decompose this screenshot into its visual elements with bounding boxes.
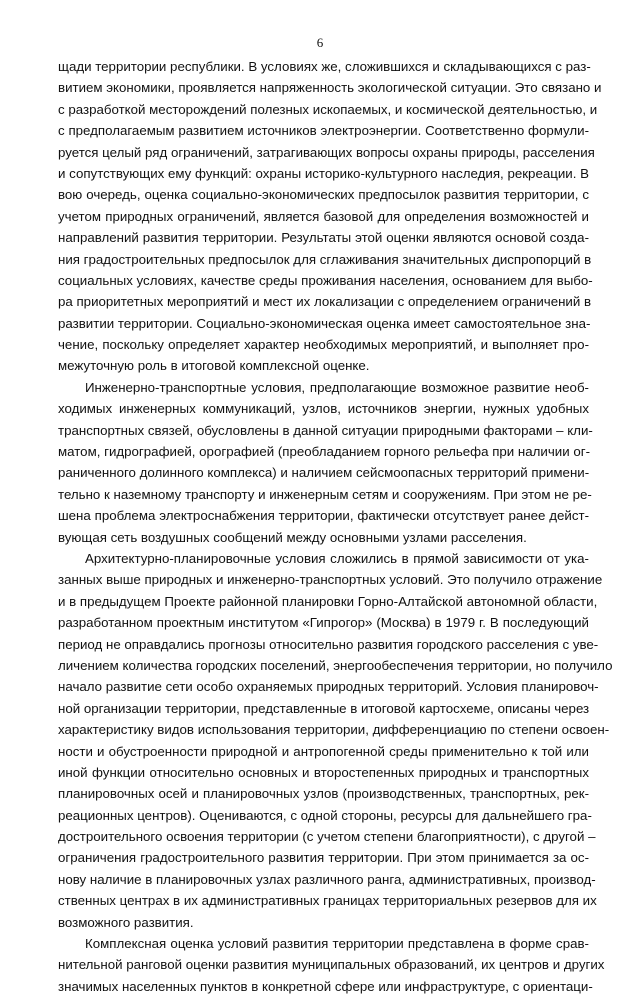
text-line: витием экономики, проявляется напряженность экологической ситуации. Это связано и bbox=[58, 80, 602, 96]
text-line: и сопутствующих ему функций: охраны историко-культурного наследия, рекреации. В bbox=[58, 165, 589, 181]
text-line: шена проблема электроснабжения территории, фактически отсутствует ранее дейст- bbox=[58, 508, 589, 524]
text-line: ной организации территории, представленные в итоговой картосхеме, описаны через bbox=[58, 700, 590, 716]
text-line: характеристику видов использования территории, дифференциацию по степени освоен- bbox=[58, 722, 610, 738]
text-line: чение, поскольку определяет характер необходимых мероприятий, и выполняет про- bbox=[58, 337, 589, 353]
text-line: занных выше природных и инженерно-транспортных условий. Это получило отражение bbox=[58, 572, 603, 588]
text-line: учетом природных ограничений, является базовой для определения возможностей и bbox=[58, 208, 589, 224]
text-line: нову наличие в планировочных узлах различного ранга, административных, производ- bbox=[58, 871, 596, 887]
text-line: личением количества городских поселений, энергообеспечения территории, но получило bbox=[58, 657, 613, 673]
body-text bbox=[58, 56, 613, 997]
text-line: и в предыдущем Проекте районной планировки Горно-Алтайской автономной области, bbox=[58, 593, 598, 609]
paragraph bbox=[58, 933, 605, 997]
page-number: 6 bbox=[316, 35, 324, 50]
text-line: развитии территории. Социально-экономическая оценка имеет самостоятельное зна- bbox=[58, 315, 591, 331]
text-line: период не оправдались прогнозы относительно развития городского расселения с уве- bbox=[58, 636, 599, 652]
text-line: вою очередь, оценка социально-экономических предпосылок развития территории, с bbox=[58, 187, 589, 203]
paragraph bbox=[58, 56, 602, 377]
text-line: вующая сеть воздушных сообщений между основными узлами расселения. bbox=[58, 529, 527, 545]
text-line: Архитектурно-планировочные условия сложились в прямой зависимости от ука- bbox=[85, 550, 589, 566]
text-line: разработанном проектным институтом «Гипрогор» (Москва) в 1979 г. В последующий bbox=[58, 615, 589, 631]
text-line: ния градостроительных предпосылок для сглаживания значительных диспропорций в bbox=[58, 251, 592, 267]
text-line: щади территории республики. В условиях же, сложившихся и складывающихся с раз- bbox=[58, 59, 591, 74]
paragraph bbox=[58, 548, 613, 933]
text-line: направлений развития территории. Результаты этой оценки являются основой созда- bbox=[58, 230, 589, 246]
text-line: достроительного освоения территории (с учетом степени благоприятности), с другой – bbox=[58, 829, 596, 845]
text-line: ственных центрах в их административных границах территориальных резервов для их bbox=[58, 893, 597, 909]
text-line: социальных условиях, качестве среды проживания населения, основанием для выбо- bbox=[58, 272, 593, 288]
text-line: с предполагаемым развитием источников электроэнергии. Соответственно формули- bbox=[58, 123, 589, 139]
text-line: ности и обустроенности природной и антропогенной среды применительно к той или bbox=[58, 743, 589, 759]
text-line: межуточную роль в итоговой комплексной оценке. bbox=[58, 358, 370, 374]
text-line: с разработкой месторождений полезных ископаемых, и космической деятельностью, и bbox=[58, 101, 598, 117]
text-line: транспортных связей, обусловлены в данной ситуации природными факторами – кли- bbox=[58, 422, 593, 438]
text-line: ходимых инженерных коммуникаций, узлов, источников энергии, нужных удобных bbox=[58, 401, 589, 417]
text-line: ра приоритетных мероприятий и мест их локализации с определением ограничений в bbox=[58, 294, 592, 310]
text-line: матом, гидрографией, орографией (преобладанием горного рельефа при наличии ог- bbox=[58, 444, 590, 460]
text-line: начало развитие сети особо охраняемых природных территорий. Условия планировоч- bbox=[58, 679, 599, 695]
text-line: Комплексная оценка условий развития территории представлена в форме срав- bbox=[85, 936, 589, 952]
text-line: планировочных осей и планировочных узлов (производственных, транспортных, рек- bbox=[58, 786, 589, 802]
text-line: Инженерно-транспортные условия, предполагающие возможное развитие необ- bbox=[85, 379, 589, 395]
text-line: возможного развития. bbox=[58, 914, 194, 930]
text-line: иной функции относительно основных и второстепенных природных и транспортных bbox=[58, 764, 589, 780]
text-line: тельно к наземному транспорту и инженерным сетям и сооружениям. При этом не ре- bbox=[58, 486, 592, 502]
text-line: ограничения градостроительного развития территории. При этом принимается за ос- bbox=[58, 850, 589, 866]
paragraph bbox=[58, 377, 593, 548]
text-line: раниченного долинного комплекса) и наличием сейсмоопасных территорий примени- bbox=[58, 465, 590, 481]
text-line: нительной ранговой оценки развития муниципальных образований, их центров и других bbox=[58, 957, 605, 973]
text-line: руется целый ряд ограничений, затрагивающих вопросы охраны природы, расселения bbox=[58, 144, 595, 160]
text-line: значимых населенных пунктов в конкретной сфере или инфраструктуре, с ориентаци- bbox=[58, 978, 593, 994]
text-line: реационных центров). Оцениваются, с одной стороны, ресурсы для дальнейшего гра- bbox=[58, 807, 592, 823]
